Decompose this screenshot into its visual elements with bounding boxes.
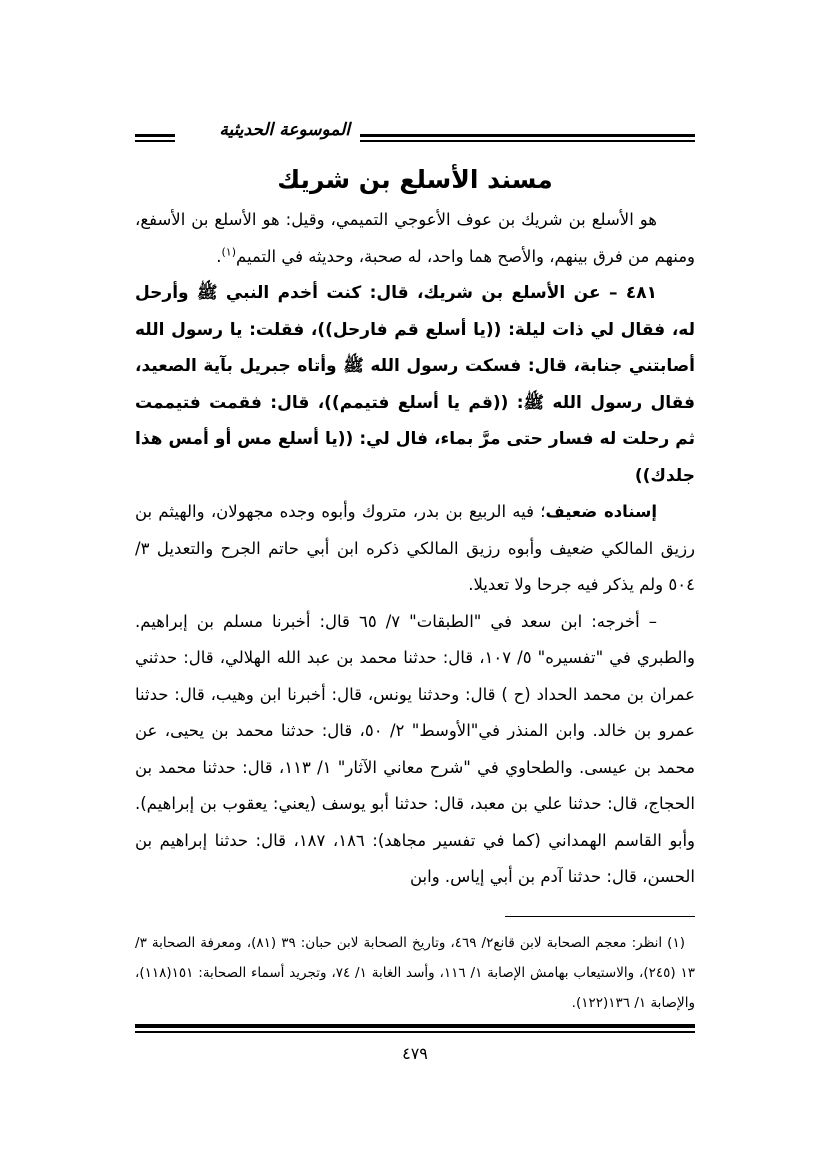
footnote-reference: (١) — [221, 245, 236, 258]
running-header — [135, 120, 695, 150]
page-number: ٤٧٩ — [402, 1044, 428, 1063]
isnad-label: إسناده ضعيف — [545, 502, 657, 521]
hadith-paragraph: ٤٨١ – عن الأسلع بن شريك، قال: كنت أخدم النبي ﷺ وأرحل له، فقال لي ذات ليلة: ((يا أسلع قم فارحل))، فقلت: يا رسول الله أصابتني جنابة، قال: فسكت رسول الله ﷺ وأتاه جبريل بآية الصعيد، فقال رسول الله ﷺ: ((قم يا أسلع فتيمم))، قال: فقمت فتيممت ثم رحلت له فسار حتى مرَّ بماء، فال لي: ((يا أسلع مس أو أمس هذا جلدك)) — [135, 283, 695, 486]
intro-paragraph — [135, 202, 695, 275]
intro-end: . — [216, 246, 222, 266]
header-rule-left — [135, 134, 175, 142]
footnotes — [135, 928, 695, 1018]
takhrij-paragraph: – أخرجه: ابن سعد في "الطبقات" ٧/ ٦٥ قال: أخبرنا مسلم بن إبراهيم. والطبري في "تفسيره" ٥/ ١٠٧، قال: حدثنا محمد بن عبد الله الهلالي، قال: حدثني عمران بن محمد الحداد (ح ) قال: وحدثنا يونس، قال: أخبرنا ابن وهيب، قال: حدثنا عمرو بن خالد. وابن المنذر في"الأوسط" ٢/ ٥٠، قال: حدثنا محمد بن يحيى، عن محمد بن عيسى. والطحاوي في "شرح معاني الآثار" ١/ ١١٣، قال: حدثنا محمد بن الحجاج، قال: حدثنا علي بن معبد، قال: حدثنا أبو يوسف (يعني: يعقوب بن إبراهيم). وأبو القاسم الهمداني (كما في تفسير مجاهد): ١٨٦، ١٨٧، قال: حدثنا إبراهيم بن الحسن، قال: حدثنا آدم بن أبي إياس. وابن — [135, 611, 696, 886]
isnad-text: ؛ فيه الربيع بن بدر، متروك وأبوه وجده مجهولان، والهيثم بن رزيق المالكي ضعيف وأبوه رزيق المالكي ذكره ابن أبي حاتم الجرح والتعديل ٣/ ٥٠٤ ولم يذكر فيه جرحا ولا تعديلا. — [135, 502, 695, 594]
intro-text: هو الأسلع بن شريك بن عوف الأعوجي التميمي، وقيل: هو الأسلع بن الأسفع، ومنهم من فرق بينهم، والأصح هما واحد، له صحبة، وحديثه في التميم — [135, 210, 695, 266]
header-rule-right — [360, 134, 695, 142]
chapter-title: مسند الأسلع بن شريك — [277, 165, 553, 194]
isnad-paragraph — [135, 494, 695, 604]
running-title: الموسوعة الحديثية — [219, 120, 350, 140]
footnote-1: (١) انظر: معجم الصحابة لابن قانع٢/ ٤٦٩، وتاريخ الصحابة لابن حبان: ٣٩ (٨١)، ومعرفة الصحابة ٣/ ١٣ (٢٤٥)، والاستيعاب بهامش الإصابة ١/ ١١٦، وأسد الغابة ١/ ٧٤، وتجريد أسماء الصحابة: ١٥١(١١٨)، والإصابة ١/ ١٣٦(١٢٢). — [135, 935, 696, 1011]
footnote-separator — [505, 916, 695, 917]
footer-rule — [135, 1024, 695, 1033]
main-text — [135, 202, 695, 896]
